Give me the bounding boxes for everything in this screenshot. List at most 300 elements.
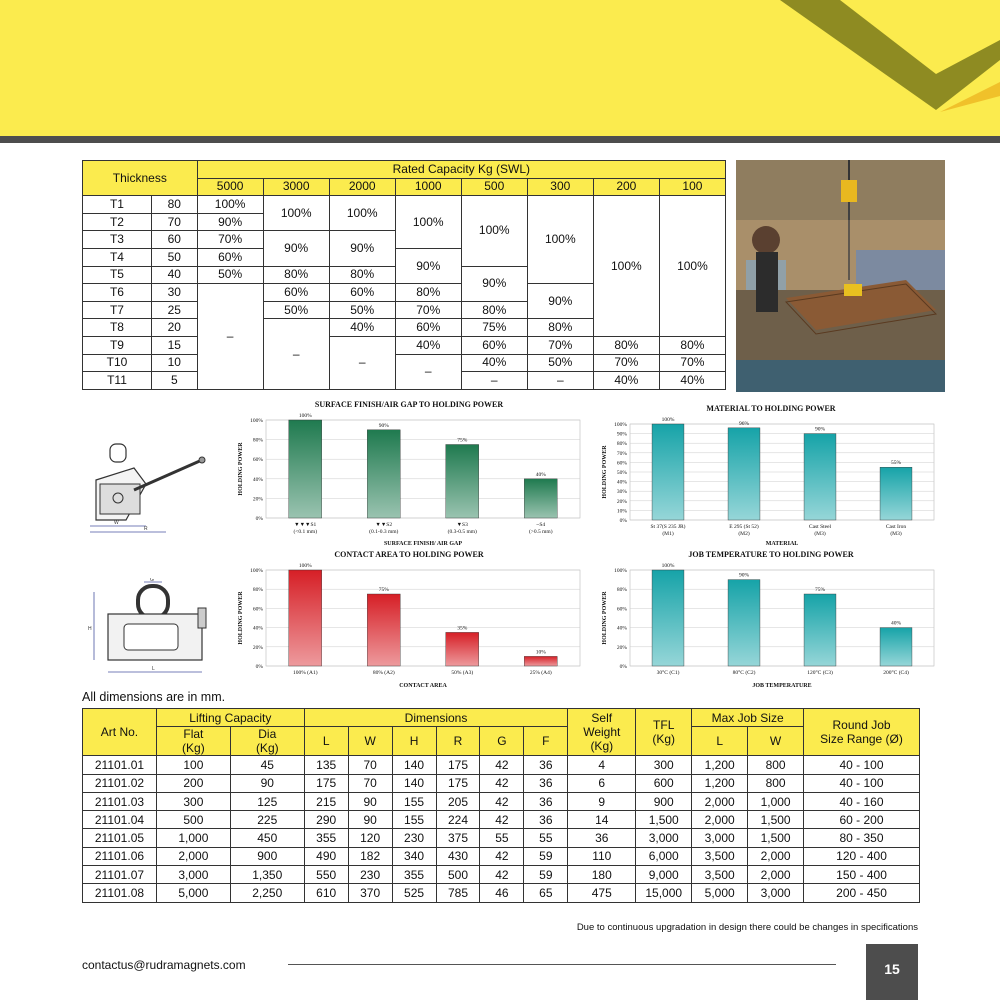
table-cell: 800 xyxy=(748,774,804,792)
bar xyxy=(289,420,322,518)
cell: 100% xyxy=(197,196,263,214)
bar xyxy=(524,656,557,666)
flat-label: Flat xyxy=(183,727,204,742)
thickness-mm: 60 xyxy=(151,231,197,249)
capacity-col: 100 xyxy=(659,178,725,196)
thickness-mm: 25 xyxy=(151,301,197,319)
table-cell: 3,000 xyxy=(636,829,692,847)
thickness-code: T3 xyxy=(83,231,152,249)
cell: 50% xyxy=(263,301,329,319)
table-cell: 175 xyxy=(304,774,348,792)
cell: 40% xyxy=(659,372,725,390)
y-axis-label: HOLDING POWER xyxy=(238,442,244,496)
cell: – xyxy=(329,336,395,389)
table-cell: 355 xyxy=(392,866,436,884)
chart-material xyxy=(596,402,946,548)
table-cell: 525 xyxy=(392,884,436,902)
y-tick-label: 100% xyxy=(250,568,263,574)
dim-label-h: H xyxy=(88,626,92,632)
bar xyxy=(367,594,400,666)
bar xyxy=(804,594,836,666)
x-tick-label: ▼S3 xyxy=(456,522,468,528)
capacity-col: 1000 xyxy=(395,178,461,196)
x-tick-label: 100% (A1) xyxy=(292,670,318,676)
cell: 50% xyxy=(329,301,395,319)
table-cell: 59 xyxy=(524,847,568,865)
bar-value-label: 40% xyxy=(535,471,546,478)
x-tick-label: 80% (A2) xyxy=(372,670,395,676)
table-cell: 1,200 xyxy=(692,756,748,774)
cell: 80% xyxy=(329,266,395,284)
bar-value-label: 96% xyxy=(738,420,750,427)
table-cell: 40 - 160 xyxy=(804,792,920,810)
table-cell: 550 xyxy=(304,866,348,884)
thickness-mm: 30 xyxy=(151,284,197,302)
size-range-label: Size Range (Ø) xyxy=(820,732,903,747)
cell: 50% xyxy=(197,266,263,284)
table-cell: 36 xyxy=(524,811,568,829)
table-row xyxy=(83,847,920,865)
cell: 60% xyxy=(263,284,329,302)
y-tick-label: 20% xyxy=(252,644,263,651)
bar-value-label: 100% xyxy=(661,417,675,423)
table-cell: 15,000 xyxy=(636,884,692,902)
y-tick-label: 100% xyxy=(614,568,627,574)
table-cell: 375 xyxy=(436,829,480,847)
y-axis-label: HOLDING POWER xyxy=(238,591,244,645)
table-cell: 42 xyxy=(480,847,524,865)
cell: 90% xyxy=(263,231,329,266)
bar xyxy=(652,424,684,520)
table-cell: 2,000 xyxy=(692,811,748,829)
x-tick-sublabel: (<0.1 mm) xyxy=(293,529,318,535)
table-cell: 59 xyxy=(524,866,568,884)
cell: 80% xyxy=(263,266,329,284)
x-tick-label: St 37(S 235 JR) xyxy=(650,524,686,530)
bar xyxy=(446,445,479,519)
table-cell: 21101.01 xyxy=(83,756,157,774)
cell: 90% xyxy=(527,284,593,319)
table-cell: 150 - 400 xyxy=(804,866,920,884)
thickness-code: T11 xyxy=(83,372,152,390)
thickness-code: T2 xyxy=(83,213,152,231)
chart-title: CONTACT AREA TO HOLDING POWER xyxy=(334,550,484,559)
bar xyxy=(446,632,479,666)
table-cell: 21101.08 xyxy=(83,884,157,902)
bar-value-label: 90% xyxy=(738,572,750,579)
y-tick-label: 60% xyxy=(252,457,263,464)
table-cell: 800 xyxy=(748,756,804,774)
thickness-code: T10 xyxy=(83,354,152,372)
table-cell: 3,000 xyxy=(748,884,804,902)
thickness-code: T6 xyxy=(83,284,152,302)
table-cell: 225 xyxy=(230,811,304,829)
chart-title: SURFACE FINISH/AIR GAP TO HOLDING POWER xyxy=(314,400,504,409)
table-cell: 182 xyxy=(348,847,392,865)
y-tick-label: 0% xyxy=(619,664,627,670)
job-col-header: W xyxy=(748,727,804,756)
chart-title: JOB TEMPERATURE TO HOLDING POWER xyxy=(688,550,854,559)
x-tick-label: 50% (A3) xyxy=(451,670,474,676)
table-cell: 90 xyxy=(348,792,392,810)
x-tick-label: ~S4 xyxy=(536,522,546,528)
table-cell: 2,000 xyxy=(748,866,804,884)
table-cell: 2,000 xyxy=(692,792,748,810)
table-cell: 200 - 450 xyxy=(804,884,920,902)
x-axis-label: CONTACT AREA xyxy=(399,683,447,689)
table-cell: 125 xyxy=(230,792,304,810)
x-tick-label: 80°C (C2) xyxy=(732,670,756,676)
table-row xyxy=(83,756,920,774)
thickness-mm: 15 xyxy=(151,336,197,354)
table-cell: 500 xyxy=(436,866,480,884)
table-cell: 55 xyxy=(524,829,568,847)
y-tick-label: 100% xyxy=(250,418,263,424)
dimensions-note: All dimensions are in mm. xyxy=(82,690,226,704)
capacity-col: 500 xyxy=(461,178,527,196)
thickness-header: Thickness xyxy=(83,161,198,196)
tfl-header xyxy=(636,709,692,756)
table-cell: 45 xyxy=(230,756,304,774)
y-tick-label: 40% xyxy=(252,625,263,632)
table-cell: 370 xyxy=(348,884,392,902)
thickness-code: T1 xyxy=(83,196,152,214)
x-tick-sublabel: (>0.5 mm) xyxy=(528,529,553,535)
kg-label: (Kg) xyxy=(255,741,279,756)
table-cell: 600 xyxy=(636,774,692,792)
bar-value-label: 90% xyxy=(814,426,826,433)
thickness-mm: 5 xyxy=(151,372,197,390)
art-no-header: Art No. xyxy=(83,709,157,756)
y-tick-label: 90% xyxy=(616,431,627,438)
bar-value-label: 100% xyxy=(661,563,675,569)
self-label: Self xyxy=(591,711,613,726)
table-row xyxy=(83,866,920,884)
disclaimer: Due to continuous upgradation in design there could be changes in specifications xyxy=(576,922,918,933)
dim-col-header: L xyxy=(304,727,348,756)
bar-value-label: 10% xyxy=(535,649,546,656)
side-view-drawing xyxy=(86,578,216,678)
front-view-drawing xyxy=(86,440,206,536)
bar xyxy=(728,580,760,666)
table-cell: 36 xyxy=(524,756,568,774)
cell: – xyxy=(263,319,329,389)
table-cell: 155 xyxy=(392,811,436,829)
y-tick-label: 10% xyxy=(616,508,627,515)
table-cell: 36 xyxy=(524,792,568,810)
table-cell: 300 xyxy=(156,792,230,810)
dia-label: Dia xyxy=(258,727,277,742)
y-tick-label: 40% xyxy=(616,625,627,632)
table-cell: 42 xyxy=(480,792,524,810)
corner-decoration xyxy=(780,0,1000,136)
table-cell: 6 xyxy=(568,774,636,792)
table-cell: 36 xyxy=(524,774,568,792)
thickness-code: T9 xyxy=(83,336,152,354)
job-col-header: L xyxy=(692,727,748,756)
dim-col-header: R xyxy=(436,727,480,756)
table-cell: 4 xyxy=(568,756,636,774)
table-cell: 80 - 350 xyxy=(804,829,920,847)
bar xyxy=(652,570,684,666)
chart-contact-area xyxy=(226,548,592,690)
cell: 100% xyxy=(461,196,527,266)
capacity-col: 5000 xyxy=(197,178,263,196)
table-row xyxy=(83,792,920,810)
table-cell: 215 xyxy=(304,792,348,810)
table-cell: 5,000 xyxy=(156,884,230,902)
table-row xyxy=(83,811,920,829)
table-cell: 785 xyxy=(436,884,480,902)
x-axis-label: MATERIAL xyxy=(765,541,799,547)
bar-value-label: 55% xyxy=(890,460,902,467)
x-tick-sublabel: (M1) xyxy=(662,531,674,537)
x-tick-label: ▼▼S2 xyxy=(375,522,393,528)
x-tick-label: Cast Iron xyxy=(885,524,907,530)
table-cell: 70 xyxy=(348,756,392,774)
cell: 100% xyxy=(659,196,725,337)
bar xyxy=(880,628,912,666)
x-tick-label: ▼▼▼S1 xyxy=(294,522,317,528)
bar xyxy=(880,467,912,520)
cell: 60% xyxy=(395,319,461,337)
cell: 60% xyxy=(461,336,527,354)
y-tick-label: 40% xyxy=(252,476,263,483)
cell: 70% xyxy=(593,354,659,372)
cell: 100% xyxy=(263,196,329,231)
table-cell: 175 xyxy=(436,756,480,774)
table-cell: 21101.05 xyxy=(83,829,157,847)
bar-value-label: 75% xyxy=(378,587,389,593)
y-tick-label: 0% xyxy=(619,518,627,524)
dim-col-header: G xyxy=(480,727,524,756)
table-cell: 300 xyxy=(636,756,692,774)
thickness-code: T5 xyxy=(83,266,152,284)
y-axis-label: HOLDING POWER xyxy=(602,445,608,499)
table-cell: 9,000 xyxy=(636,866,692,884)
bar xyxy=(804,434,836,520)
cell: 70% xyxy=(197,231,263,249)
table-cell: 290 xyxy=(304,811,348,829)
dim-label-w: W xyxy=(114,520,119,526)
y-axis-label: HOLDING POWER xyxy=(602,591,608,645)
bar-value-label: 90% xyxy=(378,422,389,429)
cell: 70% xyxy=(527,336,593,354)
table-cell: 1,000 xyxy=(156,829,230,847)
bar xyxy=(524,479,557,518)
bar xyxy=(367,430,400,518)
cell: – xyxy=(461,372,527,390)
table-cell: 475 xyxy=(568,884,636,902)
x-tick-sublabel: (M3) xyxy=(890,531,902,537)
table-cell: 155 xyxy=(392,792,436,810)
chart-job-temperature xyxy=(596,548,946,690)
cell: 80% xyxy=(461,301,527,319)
spec-table xyxy=(82,708,920,903)
self-weight-header xyxy=(568,709,636,756)
bar-value-label: 75% xyxy=(814,587,826,593)
table-cell: 9 xyxy=(568,792,636,810)
table-cell: 224 xyxy=(436,811,480,829)
table-cell: 200 xyxy=(156,774,230,792)
cell: 80% xyxy=(527,319,593,337)
y-tick-label: 60% xyxy=(252,606,263,613)
table-cell: 46 xyxy=(480,884,524,902)
cell: 80% xyxy=(395,284,461,302)
capacity-col: 300 xyxy=(527,178,593,196)
footer-email[interactable]: contactus@rudramagnets.com xyxy=(82,958,246,972)
page-number: 15 xyxy=(866,944,918,1000)
rated-capacity-header: Rated Capacity Kg (SWL) xyxy=(197,161,725,179)
bar-value-label: 100% xyxy=(298,563,312,569)
table-cell: 3,000 xyxy=(156,866,230,884)
capacity-col: 200 xyxy=(593,178,659,196)
table-row xyxy=(83,774,920,792)
thickness-mm: 40 xyxy=(151,266,197,284)
thickness-code: T8 xyxy=(83,319,152,337)
table-cell: 135 xyxy=(304,756,348,774)
dim-label-g: G xyxy=(150,578,154,583)
x-axis-label: SURFACE FINISH/ AIR GAP xyxy=(383,541,463,547)
y-tick-label: 100% xyxy=(614,422,627,428)
cell: 70% xyxy=(659,354,725,372)
table-cell: 70 xyxy=(348,774,392,792)
header-divider xyxy=(0,136,1000,143)
table-cell: 14 xyxy=(568,811,636,829)
cell: 60% xyxy=(329,284,395,302)
tfl-label: TFL xyxy=(653,718,675,733)
dim-col-header: W xyxy=(348,727,392,756)
table-cell: 21101.03 xyxy=(83,792,157,810)
chart-surface-finish xyxy=(226,398,592,548)
thickness-mm: 10 xyxy=(151,354,197,372)
x-axis-label: JOB TEMPERATURE xyxy=(752,683,812,689)
table-cell: 2,250 xyxy=(230,884,304,902)
cell: 80% xyxy=(659,336,725,354)
y-tick-label: 20% xyxy=(616,498,627,505)
table-cell: 55 xyxy=(480,829,524,847)
round-job-header xyxy=(804,709,920,756)
cell: 80% xyxy=(593,336,659,354)
dim-col-header: F xyxy=(524,727,568,756)
product-photo xyxy=(736,160,945,392)
kg-label: (Kg) xyxy=(182,741,205,756)
bar-value-label: 40% xyxy=(890,620,902,627)
table-cell: 490 xyxy=(304,847,348,865)
bar-value-label: 75% xyxy=(457,437,468,444)
capacity-col: 3000 xyxy=(263,178,329,196)
table-cell: 430 xyxy=(436,847,480,865)
table-row xyxy=(83,354,726,372)
bar-value-label: 100% xyxy=(298,413,312,419)
table-cell: 65 xyxy=(524,884,568,902)
table-cell: 180 xyxy=(568,866,636,884)
table-cell: 42 xyxy=(480,866,524,884)
cell: 75% xyxy=(461,319,527,337)
thickness-code: T7 xyxy=(83,301,152,319)
y-tick-label: 40% xyxy=(616,479,627,486)
table-cell: 40 - 100 xyxy=(804,756,920,774)
cell: 50% xyxy=(527,354,593,372)
table-cell: 2,000 xyxy=(156,847,230,865)
table-cell: 42 xyxy=(480,756,524,774)
x-tick-label: Cast Steel xyxy=(808,524,832,530)
y-tick-label: 80% xyxy=(252,437,263,444)
table-row xyxy=(83,336,726,354)
cell: 70% xyxy=(395,301,461,319)
table-cell: 60 - 200 xyxy=(804,811,920,829)
cell: 40% xyxy=(395,336,461,354)
y-tick-label: 80% xyxy=(616,587,627,594)
table-cell: 36 xyxy=(568,829,636,847)
cell: 100% xyxy=(593,196,659,337)
y-tick-label: 50% xyxy=(616,470,627,476)
weight-label: Weight xyxy=(583,725,621,740)
cell: 60% xyxy=(197,248,263,266)
table-cell: 3,500 xyxy=(692,847,748,865)
table-cell: 90 xyxy=(348,811,392,829)
bar xyxy=(289,570,322,666)
table-cell: 1,500 xyxy=(636,811,692,829)
table-cell: 1,200 xyxy=(692,774,748,792)
table-cell: 2,000 xyxy=(748,847,804,865)
thickness-mm: 70 xyxy=(151,213,197,231)
table-cell: 5,000 xyxy=(692,884,748,902)
table-row xyxy=(83,884,920,902)
table-cell: 1,000 xyxy=(748,792,804,810)
dimensions-header: Dimensions xyxy=(304,709,568,727)
table-cell: 90 xyxy=(230,774,304,792)
footer-divider xyxy=(288,964,836,965)
dim-col-header: H xyxy=(392,727,436,756)
cell: – xyxy=(197,284,263,390)
table-cell: 6,000 xyxy=(636,847,692,865)
cell: 100% xyxy=(527,196,593,284)
capacity-col: 2000 xyxy=(329,178,395,196)
round-job-label: Round Job xyxy=(832,718,891,733)
cell: 90% xyxy=(461,266,527,301)
cell: 40% xyxy=(593,372,659,390)
cell: – xyxy=(395,354,461,389)
y-tick-label: 0% xyxy=(255,516,263,522)
table-cell: 21101.02 xyxy=(83,774,157,792)
y-tick-label: 80% xyxy=(252,587,263,594)
cell: 90% xyxy=(197,213,263,231)
y-tick-label: 30% xyxy=(616,489,627,496)
table-row xyxy=(83,829,920,847)
x-tick-sublabel: (M3) xyxy=(814,531,826,537)
x-tick-label: 120°C (C3) xyxy=(807,670,833,676)
thickness-mm: 50 xyxy=(151,248,197,266)
table-row xyxy=(83,196,726,214)
flat-header xyxy=(156,727,230,756)
kg-label: (Kg) xyxy=(652,732,676,747)
table-cell: 450 xyxy=(230,829,304,847)
table-cell: 21101.07 xyxy=(83,866,157,884)
table-cell: 140 xyxy=(392,756,436,774)
table-cell: 40 - 100 xyxy=(804,774,920,792)
y-tick-label: 60% xyxy=(616,460,627,467)
bar-value-label: 35% xyxy=(457,625,468,632)
x-tick-label: 30°C (C1) xyxy=(656,670,680,676)
table-cell: 3,500 xyxy=(692,866,748,884)
y-tick-label: 20% xyxy=(616,644,627,651)
thickness-code: T4 xyxy=(83,248,152,266)
table-cell: 340 xyxy=(392,847,436,865)
table-cell: 610 xyxy=(304,884,348,902)
table-cell: 500 xyxy=(156,811,230,829)
x-tick-sublabel: (M2) xyxy=(738,531,750,537)
